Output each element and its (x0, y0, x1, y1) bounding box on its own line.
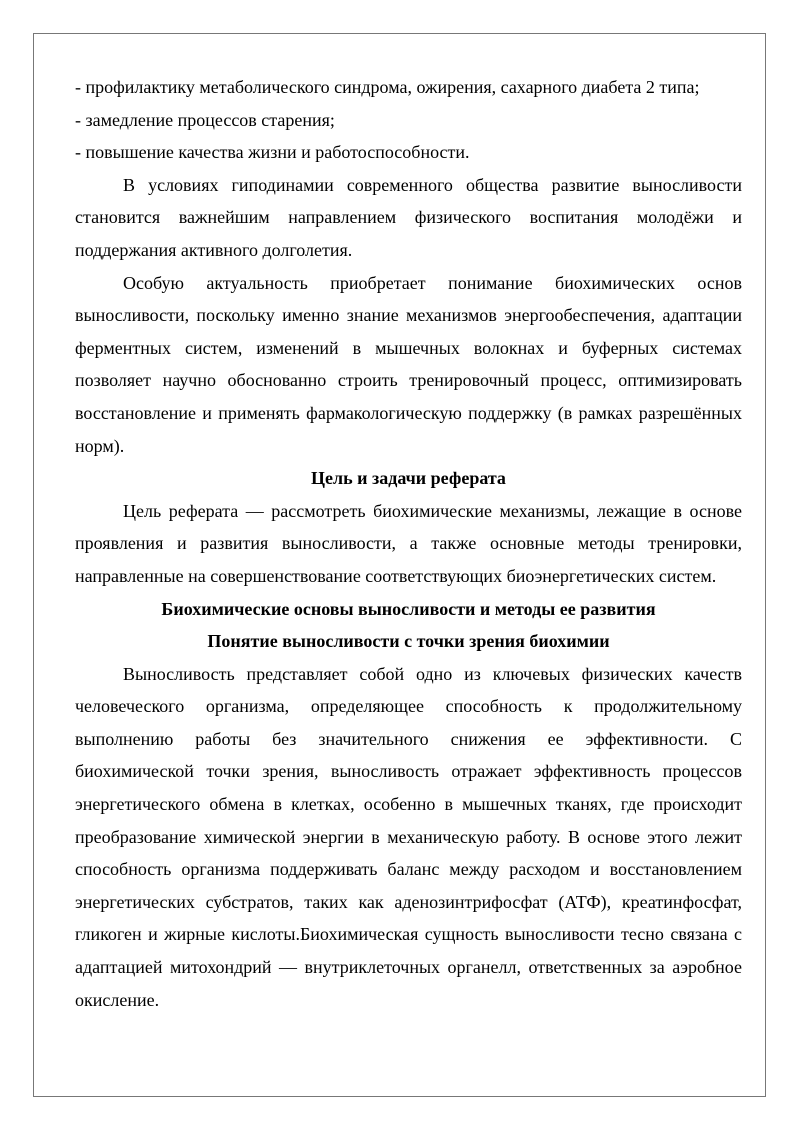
list-item: - профилактику метаболического синдрома, ожирения, сахарного диабета 2 типа; (75, 77, 700, 97)
paragraph-goal: Цель реферата — рассмотреть биохимические механизмы, лежащие в основе проявления и развития выносливости, а также основные методы тренировки, направленные на совершенствование соответствующих биоэнергетических систем. (75, 500, 742, 586)
paragraph-hypodynamia: В условиях гиподинамии современного общества развитие выносливости становится важнейшим направлением физического воспитания молодёжи и поддержания активного долголетия. (75, 174, 742, 260)
paragraph-definition: Выносливость представляет собой одно из ключевых физических качеств человеческого организма, определяющее способность к продолжительному выполнению работы без значительного снижения ее эффективности. С биохимической точки зрения, выносливость отражает эффективность процессов энергетического обмена в клетках, особенно в мышечных тканях, где происходит преобразование химической энергии в механическую работу. В основе этого лежит способность организма поддерживать баланс между расходом и восстановлением энергетических субстратов, таких как аденозинтрифосфат (АТФ), креатинфосфат, гликоген и жирные кислоты.Биохимическая сущность выносливости тесно связана с адаптацией митохондрий — внутриклеточных органелл, ответственных за аэробное окисление. (75, 663, 742, 1010)
document-body (75, 71, 742, 1016)
paragraph-relevance: Особую актуальность приобретает понимание биохимических основ выносливости, поскольку именно знание механизмов энергообеспечения, адаптации ферментных систем, изменений в мышечных волокнах и буферных системах позволяет научно обоснованно строить тренировочный процесс, оптимизировать восстановление и применять фармакологическую поддержку (в рамках разрешённых норм). (75, 272, 742, 456)
heading-goals: Цель и задачи реферата (311, 468, 506, 489)
heading-section: Понятие выносливости с точки зрения биохимии (207, 631, 610, 652)
heading-chapter: Биохимические основы выносливости и методы ее развития (161, 598, 656, 619)
list-item: - повышение качества жизни и работоспособности. (75, 142, 470, 163)
list-item: - замедление процессов старения; (75, 109, 335, 130)
